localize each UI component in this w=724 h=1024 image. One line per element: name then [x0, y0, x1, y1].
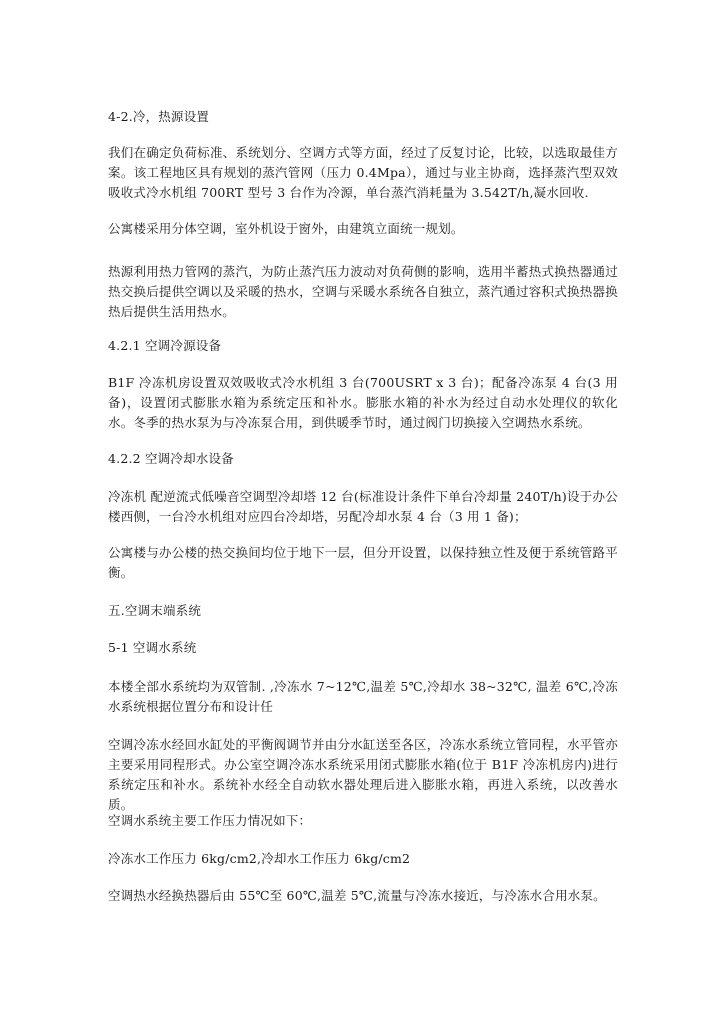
paragraph-heat-source: 热源利用热力管网的蒸汽，为防止蒸汽压力波动对负荷侧的影响，选用半蓄热式换热器通过热交换后提供空调以及采暖的热水，空调与采暖水系统各自独立，蒸汽通过容积式换热器换热后提供生活用热水。 — [108, 264, 618, 319]
paragraph-heat-exchange-room: 公寓楼与办公楼的热交换间均位于地下一层，但分开设置，以保持独立性及便于系统管路平衡。 — [108, 545, 618, 580]
section-heading-5: 五.空调末端系统 — [108, 603, 202, 618]
paragraph-working-pressure: 冷冻水工作压力 6kg/cm2,冷却水工作压力 6kg/cm2 — [108, 851, 411, 866]
section-heading-4-2-1: 4.2.1 空调冷源设备 — [108, 338, 222, 353]
paragraph-cold-source-equipment: B1F 冷冻机房设置双效吸收式冷水机组 3 台(700USRT x 3 台)；配备冷冻泵 4 台(3 用 备)，设置闭式膨胀水箱为系统定压和补水。膨胀水箱的补水为经过自动水处理仪的软化水。冬季的热水泵为与冷冻泵合用，到供暖季节时，通过阀门切换接入空调热水系统。 — [108, 375, 631, 430]
section-heading-4-2: 4-2.冷，热源设置 — [108, 109, 210, 124]
paragraph-water-system: 本楼全部水系统均为双管制. ,冷冻水 7~12℃,温差 5℃,冷却水 38~32℃, 温差 6℃,冷冻水系统根据位置分布和设计任 — [108, 679, 618, 714]
paragraph-working-pressure-intro: 空调水系统主要工作压力情况如下： — [108, 813, 312, 828]
paragraph-chilled-water-distribution: 空调冷冻水经回水缸处的平衡阀调节并由分水缸送至各区，冷冻水系统立管同程，水平管亦主要采用同程形式。办公室空调冷冻水系统采用闭式膨胀水箱(位于 B1F 冷冻机房内)进行系统定压和补水。系统补水经全自动软水器处理后进入膨胀水箱，再进入系统，以改善水质。 — [108, 737, 618, 812]
paragraph-cold-heat-source: 我们在确定负荷标准、系统划分、空调方式等方面，经过了反复讨论，比较，以选取最佳方案。该工程地区具有规划的蒸汽管网（压力 0.4Mpa），通过与业主协商，选择蒸汽型双效吸收式冷水机组 700RT 型号 3 台作为冷源，单台蒸汽消耗量为 3.542T/h,凝水回收. — [108, 145, 618, 200]
section-heading-4-2-2: 4.2.2 空调冷却水设备 — [108, 451, 234, 466]
paragraph-apartment-ac: 公寓楼采用分体空调，室外机设于窗外，由建筑立面统一规划。 — [108, 221, 464, 236]
paragraph-hot-water: 空调热水经换热器后由 55℃至 60℃,温差 5℃,流量与冷冻水接近，与冷冻水合用水泵。 — [108, 888, 606, 903]
section-heading-5-1: 5-1 空调水系统 — [108, 640, 197, 655]
paragraph-cooling-water-equipment: 冷冻机 配逆流式低噪音空调型冷却塔 12 台(标准设计条件下单台冷却量 240T/h)设于办公楼西侧，一台冷水机组对应四台冷却塔，另配冷却水泵 4 台（3 用 1 备)； — [108, 489, 618, 524]
